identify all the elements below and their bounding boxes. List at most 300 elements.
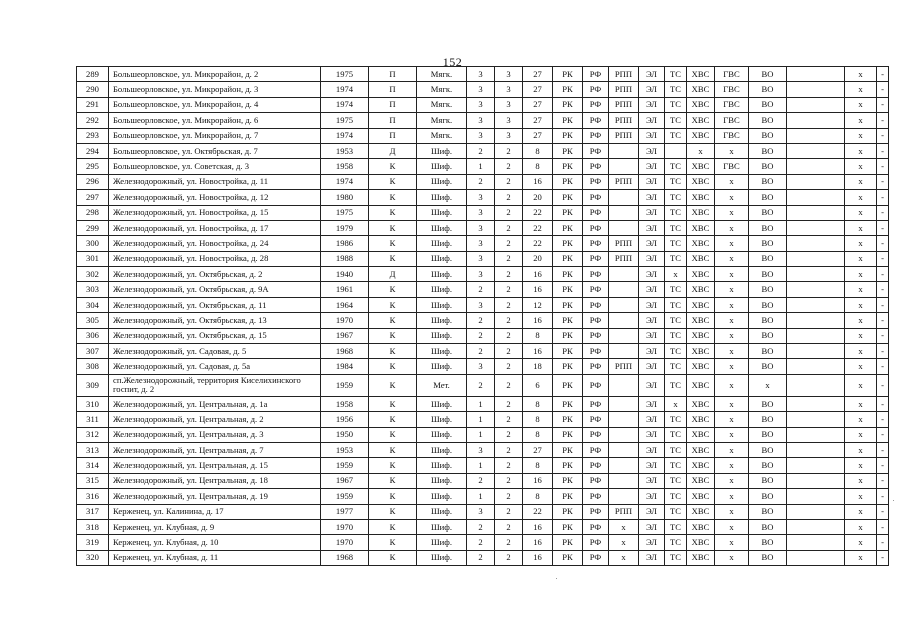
rf-cell: РФ: [583, 396, 609, 411]
roof-cell: Шиф.: [417, 535, 467, 550]
year-cell: 1953: [321, 143, 369, 158]
floors-cell: 3: [467, 220, 495, 235]
address-cell: Железнодорожный, ул. Октябрьская, д. 11: [109, 297, 321, 312]
gvs-cell: х: [715, 550, 749, 565]
apartments-cell: 27: [523, 442, 553, 457]
mark-cell: х: [845, 97, 877, 112]
el-cell: ЭЛ: [639, 113, 665, 128]
row-number-cell: 317: [77, 504, 109, 519]
mark-cell: х: [845, 143, 877, 158]
vo-cell: ВО: [749, 535, 787, 550]
address-cell: Керженец, ул. Клубная, д. 9: [109, 519, 321, 534]
wall-material-cell: К: [369, 174, 417, 189]
gvs-cell: х: [715, 251, 749, 266]
ts-cell: ТС: [665, 82, 687, 97]
table-row: [77, 328, 889, 343]
blank-cell: [787, 97, 845, 112]
vo-cell: ВО: [749, 359, 787, 374]
wall-material-cell: К: [369, 396, 417, 411]
dash-cell: -: [877, 190, 889, 205]
dash-cell: -: [877, 205, 889, 220]
entrances-cell: 2: [495, 396, 523, 411]
ts-cell: ТС: [665, 374, 687, 396]
rk-cell: РК: [553, 220, 583, 235]
blank-cell: [787, 359, 845, 374]
row-number-cell: 296: [77, 174, 109, 189]
rpp-cell: [609, 412, 639, 427]
table-row: [77, 267, 889, 282]
rk-cell: РК: [553, 159, 583, 174]
row-number-cell: 298: [77, 205, 109, 220]
el-cell: ЭЛ: [639, 128, 665, 143]
roof-cell: Шиф.: [417, 489, 467, 504]
roof-cell: Шиф.: [417, 313, 467, 328]
mark-cell: х: [845, 504, 877, 519]
rk-cell: РК: [553, 97, 583, 112]
vo-cell: ВО: [749, 251, 787, 266]
apartments-cell: 8: [523, 328, 553, 343]
blank-cell: [787, 220, 845, 235]
ts-cell: ТС: [665, 519, 687, 534]
row-number-cell: 295: [77, 159, 109, 174]
rpp-cell: х: [609, 535, 639, 550]
gvs-cell: х: [715, 267, 749, 282]
hvs-cell: ХВС: [687, 473, 715, 488]
el-cell: ЭЛ: [639, 427, 665, 442]
rpp-cell: РПП: [609, 67, 639, 82]
dash-cell: -: [877, 174, 889, 189]
mark-cell: х: [845, 374, 877, 396]
entrances-cell: 2: [495, 205, 523, 220]
rpp-cell: РПП: [609, 128, 639, 143]
hvs-cell: ХВС: [687, 504, 715, 519]
roof-cell: Мягк.: [417, 67, 467, 82]
rpp-cell: [609, 427, 639, 442]
floors-cell: 1: [467, 427, 495, 442]
wall-material-cell: П: [369, 82, 417, 97]
hvs-cell: ХВС: [687, 82, 715, 97]
mark-cell: х: [845, 82, 877, 97]
rpp-cell: [609, 220, 639, 235]
table-row: [77, 297, 889, 312]
vo-cell: ВО: [749, 205, 787, 220]
year-cell: 1953: [321, 442, 369, 457]
vo-cell: ВО: [749, 550, 787, 565]
rk-cell: РК: [553, 473, 583, 488]
row-number-cell: 301: [77, 251, 109, 266]
address-cell: Железнодорожный, ул. Новостройка, д. 17: [109, 220, 321, 235]
table-row: [77, 205, 889, 220]
dash-cell: -: [877, 220, 889, 235]
roof-cell: Шиф.: [417, 159, 467, 174]
gvs-cell: х: [715, 344, 749, 359]
roof-cell: Шиф.: [417, 396, 467, 411]
vo-cell: ВО: [749, 458, 787, 473]
ts-cell: ТС: [665, 489, 687, 504]
el-cell: ЭЛ: [639, 396, 665, 411]
dash-cell: -: [877, 113, 889, 128]
address-cell: Большеорловское, ул. Микрорайон, д. 7: [109, 128, 321, 143]
hvs-cell: ХВС: [687, 282, 715, 297]
row-number-cell: 309: [77, 374, 109, 396]
roof-cell: Мет.: [417, 374, 467, 396]
floors-cell: 3: [467, 267, 495, 282]
gvs-cell: х: [715, 473, 749, 488]
year-cell: 1961: [321, 282, 369, 297]
blank-cell: [787, 313, 845, 328]
entrances-cell: 2: [495, 535, 523, 550]
roof-cell: Шиф.: [417, 473, 467, 488]
row-number-cell: 307: [77, 344, 109, 359]
scan-speck: [556, 578, 557, 579]
rk-cell: РК: [553, 427, 583, 442]
year-cell: 1979: [321, 220, 369, 235]
ts-cell: ТС: [665, 220, 687, 235]
table-row: [77, 236, 889, 251]
vo-cell: ВО: [749, 220, 787, 235]
address-cell: Большеорловское, ул. Октябрьская, д. 7: [109, 143, 321, 158]
gvs-cell: х: [715, 504, 749, 519]
vo-cell: ВО: [749, 67, 787, 82]
year-cell: 1959: [321, 489, 369, 504]
year-cell: 1974: [321, 174, 369, 189]
floors-cell: 2: [467, 535, 495, 550]
apartments-cell: 8: [523, 458, 553, 473]
blank-cell: [787, 328, 845, 343]
wall-material-cell: К: [369, 159, 417, 174]
table-row: [77, 82, 889, 97]
rk-cell: РК: [553, 67, 583, 82]
table-row: [77, 113, 889, 128]
row-number-cell: 302: [77, 267, 109, 282]
blank-cell: [787, 519, 845, 534]
dash-cell: -: [877, 328, 889, 343]
el-cell: ЭЛ: [639, 442, 665, 457]
rk-cell: РК: [553, 504, 583, 519]
rk-cell: РК: [553, 412, 583, 427]
hvs-cell: ХВС: [687, 313, 715, 328]
hvs-cell: ХВС: [687, 297, 715, 312]
el-cell: ЭЛ: [639, 297, 665, 312]
rpp-cell: [609, 344, 639, 359]
rpp-cell: [609, 396, 639, 411]
roof-cell: Шиф.: [417, 174, 467, 189]
dash-cell: -: [877, 236, 889, 251]
table-row: [77, 489, 889, 504]
ts-cell: ТС: [665, 442, 687, 457]
rf-cell: РФ: [583, 427, 609, 442]
mark-cell: х: [845, 359, 877, 374]
el-cell: ЭЛ: [639, 174, 665, 189]
apartments-cell: 16: [523, 313, 553, 328]
vo-cell: ВО: [749, 97, 787, 112]
blank-cell: [787, 205, 845, 220]
entrances-cell: 2: [495, 190, 523, 205]
floors-cell: 3: [467, 190, 495, 205]
mark-cell: х: [845, 205, 877, 220]
page-number: 152: [442, 55, 463, 69]
el-cell: ЭЛ: [639, 190, 665, 205]
gvs-cell: х: [715, 427, 749, 442]
rpp-cell: [609, 297, 639, 312]
el-cell: ЭЛ: [639, 313, 665, 328]
el-cell: ЭЛ: [639, 251, 665, 266]
table-row: [77, 359, 889, 374]
gvs-cell: х: [715, 412, 749, 427]
roof-cell: Шиф.: [417, 143, 467, 158]
year-cell: 1970: [321, 313, 369, 328]
mark-cell: х: [845, 458, 877, 473]
floors-cell: 2: [467, 174, 495, 189]
rk-cell: РК: [553, 236, 583, 251]
rpp-cell: [609, 473, 639, 488]
mark-cell: х: [845, 220, 877, 235]
dash-cell: -: [877, 344, 889, 359]
year-cell: 1956: [321, 412, 369, 427]
rk-cell: РК: [553, 82, 583, 97]
gvs-cell: х: [715, 359, 749, 374]
rf-cell: РФ: [583, 489, 609, 504]
rpp-cell: РПП: [609, 359, 639, 374]
rf-cell: РФ: [583, 67, 609, 82]
gvs-cell: х: [715, 328, 749, 343]
gvs-cell: х: [715, 190, 749, 205]
rk-cell: РК: [553, 128, 583, 143]
row-number-cell: 319: [77, 535, 109, 550]
table-row: [77, 550, 889, 565]
ts-cell: ТС: [665, 251, 687, 266]
wall-material-cell: Д: [369, 143, 417, 158]
apartments-cell: 16: [523, 473, 553, 488]
el-cell: ЭЛ: [639, 236, 665, 251]
rk-cell: РК: [553, 519, 583, 534]
address-cell: Железнодорожный, ул. Садовая, д. 5а: [109, 359, 321, 374]
year-cell: 1964: [321, 297, 369, 312]
rpp-cell: [609, 267, 639, 282]
rk-cell: РК: [553, 297, 583, 312]
year-cell: 1959: [321, 458, 369, 473]
blank-cell: [787, 504, 845, 519]
apartments-cell: 16: [523, 282, 553, 297]
table-row: [77, 396, 889, 411]
apartments-cell: 16: [523, 267, 553, 282]
hvs-cell: ХВС: [687, 113, 715, 128]
mark-cell: х: [845, 113, 877, 128]
year-cell: 1975: [321, 67, 369, 82]
address-cell: Железнодорожный, ул. Центральная, д. 1а: [109, 396, 321, 411]
dash-cell: -: [877, 489, 889, 504]
table-row: [77, 190, 889, 205]
roof-cell: Шиф.: [417, 236, 467, 251]
gvs-cell: х: [715, 143, 749, 158]
floors-cell: 3: [467, 251, 495, 266]
dash-cell: -: [877, 359, 889, 374]
rf-cell: РФ: [583, 519, 609, 534]
vo-cell: ВО: [749, 159, 787, 174]
rf-cell: РФ: [583, 374, 609, 396]
roof-cell: Шиф.: [417, 504, 467, 519]
row-number-cell: 312: [77, 427, 109, 442]
row-number-cell: 303: [77, 282, 109, 297]
entrances-cell: 2: [495, 489, 523, 504]
wall-material-cell: Д: [369, 267, 417, 282]
roof-cell: Шиф.: [417, 205, 467, 220]
entrances-cell: 2: [495, 519, 523, 534]
mark-cell: х: [845, 519, 877, 534]
floors-cell: 1: [467, 412, 495, 427]
apartments-cell: 8: [523, 489, 553, 504]
table-row: [77, 473, 889, 488]
gvs-cell: х: [715, 519, 749, 534]
blank-cell: [787, 374, 845, 396]
apartments-cell: 27: [523, 113, 553, 128]
row-number-cell: 305: [77, 313, 109, 328]
table-row: [77, 374, 889, 396]
el-cell: ЭЛ: [639, 82, 665, 97]
apartments-cell: 8: [523, 143, 553, 158]
rpp-cell: РПП: [609, 504, 639, 519]
row-number-cell: 314: [77, 458, 109, 473]
roof-cell: Шиф.: [417, 442, 467, 457]
wall-material-cell: К: [369, 282, 417, 297]
row-number-cell: 311: [77, 412, 109, 427]
ts-cell: ТС: [665, 282, 687, 297]
roof-cell: Шиф.: [417, 519, 467, 534]
entrances-cell: 2: [495, 251, 523, 266]
roof-cell: Шиф.: [417, 359, 467, 374]
gvs-cell: х: [715, 442, 749, 457]
wall-material-cell: К: [369, 236, 417, 251]
wall-material-cell: К: [369, 442, 417, 457]
ts-cell: ТС: [665, 190, 687, 205]
address-cell: Железнодорожный, ул. Центральная, д. 15: [109, 458, 321, 473]
wall-material-cell: К: [369, 251, 417, 266]
vo-cell: ВО: [749, 344, 787, 359]
gvs-cell: х: [715, 374, 749, 396]
rk-cell: РК: [553, 174, 583, 189]
gvs-cell: х: [715, 535, 749, 550]
blank-cell: [787, 442, 845, 457]
floors-cell: 2: [467, 550, 495, 565]
el-cell: ЭЛ: [639, 535, 665, 550]
wall-material-cell: К: [369, 519, 417, 534]
roof-cell: Шиф.: [417, 458, 467, 473]
rpp-cell: [609, 159, 639, 174]
blank-cell: [787, 113, 845, 128]
apartments-cell: 6: [523, 374, 553, 396]
address-cell: Железнодорожный, ул. Новостройка, д. 11: [109, 174, 321, 189]
rf-cell: РФ: [583, 220, 609, 235]
hvs-cell: ХВС: [687, 97, 715, 112]
vo-cell: ВО: [749, 489, 787, 504]
floors-cell: 2: [467, 143, 495, 158]
hvs-cell: ХВС: [687, 442, 715, 457]
dash-cell: -: [877, 159, 889, 174]
dash-cell: -: [877, 97, 889, 112]
gvs-cell: ГВС: [715, 128, 749, 143]
ts-cell: ТС: [665, 458, 687, 473]
rf-cell: РФ: [583, 328, 609, 343]
gvs-cell: х: [715, 396, 749, 411]
apartments-cell: 16: [523, 344, 553, 359]
year-cell: 1967: [321, 328, 369, 343]
wall-material-cell: К: [369, 412, 417, 427]
rpp-cell: х: [609, 519, 639, 534]
entrances-cell: 2: [495, 328, 523, 343]
rk-cell: РК: [553, 143, 583, 158]
address-cell: Железнодорожный, ул. Новостройка, д. 15: [109, 205, 321, 220]
rpp-cell: [609, 489, 639, 504]
hvs-cell: ХВС: [687, 535, 715, 550]
rf-cell: РФ: [583, 473, 609, 488]
floors-cell: 3: [467, 82, 495, 97]
gvs-cell: ГВС: [715, 82, 749, 97]
table-row: [77, 519, 889, 534]
rk-cell: РК: [553, 396, 583, 411]
hvs-cell: ХВС: [687, 220, 715, 235]
ts-cell: ТС: [665, 344, 687, 359]
hvs-cell: ХВС: [687, 427, 715, 442]
ts-cell: [665, 143, 687, 158]
building-register-table: [76, 66, 889, 566]
dash-cell: -: [877, 374, 889, 396]
wall-material-cell: П: [369, 67, 417, 82]
wall-material-cell: К: [369, 489, 417, 504]
el-cell: ЭЛ: [639, 344, 665, 359]
apartments-cell: 22: [523, 504, 553, 519]
vo-cell: ВО: [749, 313, 787, 328]
apartments-cell: 16: [523, 519, 553, 534]
mark-cell: х: [845, 313, 877, 328]
rk-cell: РК: [553, 535, 583, 550]
ts-cell: ТС: [665, 412, 687, 427]
entrances-cell: 3: [495, 67, 523, 82]
floors-cell: 2: [467, 282, 495, 297]
roof-cell: Шиф.: [417, 190, 467, 205]
vo-cell: ВО: [749, 442, 787, 457]
ts-cell: ТС: [665, 328, 687, 343]
rf-cell: РФ: [583, 143, 609, 158]
apartments-cell: 16: [523, 535, 553, 550]
vo-cell: ВО: [749, 190, 787, 205]
rf-cell: РФ: [583, 190, 609, 205]
hvs-cell: ХВС: [687, 412, 715, 427]
blank-cell: [787, 82, 845, 97]
rf-cell: РФ: [583, 282, 609, 297]
ts-cell: ТС: [665, 128, 687, 143]
ts-cell: х: [665, 396, 687, 411]
rpp-cell: РПП: [609, 82, 639, 97]
ts-cell: ТС: [665, 174, 687, 189]
hvs-cell: ХВС: [687, 359, 715, 374]
table-body: [77, 67, 889, 566]
hvs-cell: ХВС: [687, 374, 715, 396]
gvs-cell: х: [715, 282, 749, 297]
vo-cell: ВО: [749, 236, 787, 251]
rk-cell: РК: [553, 113, 583, 128]
entrances-cell: 2: [495, 143, 523, 158]
vo-cell: ВО: [749, 396, 787, 411]
roof-cell: Шиф.: [417, 251, 467, 266]
table-row: [77, 67, 889, 82]
blank-cell: [787, 473, 845, 488]
year-cell: 1980: [321, 190, 369, 205]
rf-cell: РФ: [583, 236, 609, 251]
address-cell: Железнодорожный, ул. Октябрьская, д. 15: [109, 328, 321, 343]
apartments-cell: 12: [523, 297, 553, 312]
table-row: [77, 159, 889, 174]
apartments-cell: 8: [523, 159, 553, 174]
